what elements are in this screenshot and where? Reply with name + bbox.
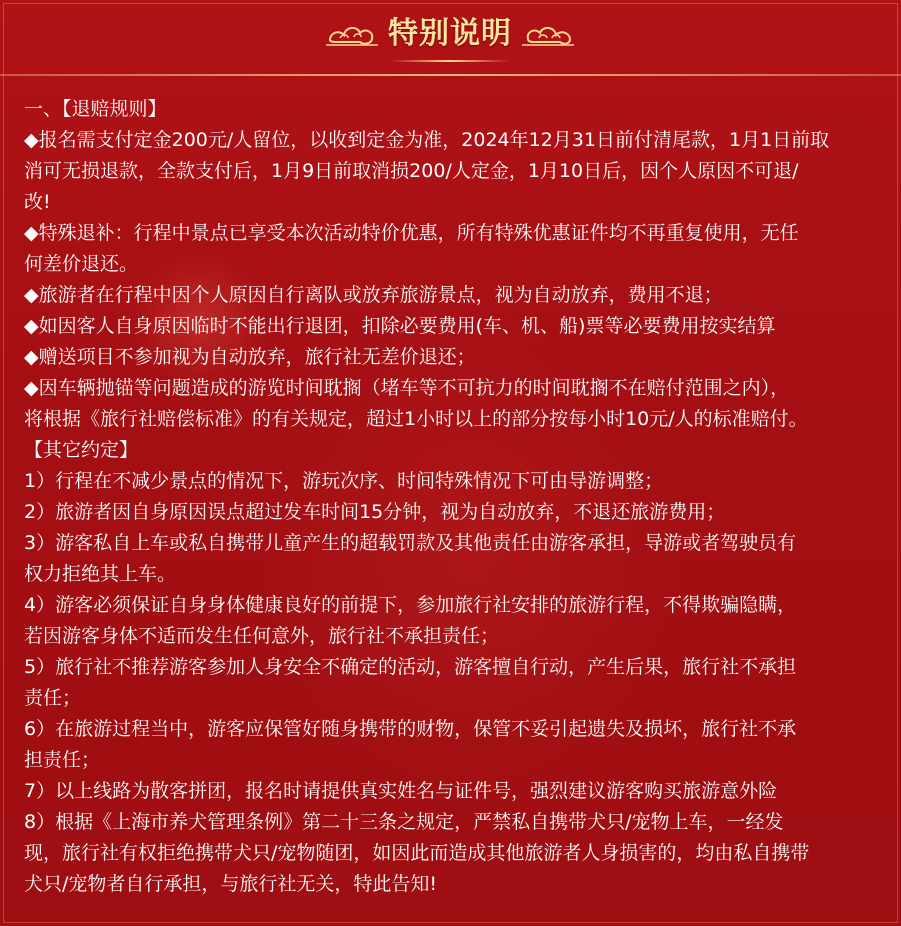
text-line: 1）行程在不减少景点的情况下，游玩次序、时间特殊情况下可由导游调整；: [24, 470, 664, 492]
text-line: 改!: [24, 191, 51, 213]
section-heading: 【其它约定】: [24, 439, 139, 461]
text-line: 7）以上线路为散客拼团，报名时请提供真实姓名与证件号，强烈建议游客购买旅游意外险: [24, 780, 778, 802]
text-line: ◆特殊退补：行程中景点已享受本次活动特价优惠，所有特殊优惠证件均不再重复使用，无任: [24, 222, 799, 244]
text-line: 责任；: [24, 687, 82, 709]
auspicious-cloud-icon: [326, 18, 378, 48]
text-line: ◆如因客人自身原因临时不能出行退团，扣除必要费用(车、机、船)票等必要费用按实结算: [24, 315, 776, 337]
text-line: 5）旅行社不推荐游客参加人身安全不确定的活动，游客擅自行动，产生后果，旅行社不承担: [24, 656, 797, 678]
text-line: 若因游客身体不适而发生任何意外，旅行社不承担责任；: [24, 625, 500, 647]
text-line: ◆旅游者在行程中因个人原因自行离队或放弃旅游景点，视为自动放弃，费用不退；: [24, 284, 723, 306]
section-heading: 一、【退赔规则】: [24, 98, 167, 120]
header-divider: [0, 74, 901, 76]
text-line: 将根据《旅行社赔偿标准》的有关规定，超过1小时以上的部分按每小时10元/人的标准赔付。: [24, 408, 808, 430]
title-underline: [390, 60, 510, 62]
text-line: 犬只/宠物者自行承担，与旅行社无关，特此告知!: [24, 873, 438, 895]
text-line: 现，旅行社有权拒绝携带犬只/宠物随团，如因此而造成其他旅游者人身损害的，均由私自携带: [24, 842, 810, 864]
text-line: 权力拒绝其上车。: [24, 563, 177, 585]
text-line: ◆赠送项目不参加视为自动放弃，旅行社无差价退还；: [24, 346, 476, 368]
text-line: 担责任；: [24, 749, 101, 771]
text-line: ◆报名需支付定金200元/人留位，以收到定金为准，2024年12月31日前付清尾款，1月1日前取: [24, 129, 830, 151]
notice-content: [24, 94, 884, 900]
header: [0, 0, 901, 78]
text-line: 6）在旅游过程当中，游客应保管好随身携带的财物，保管不妥引起遗失及损坏，旅行社不承: [24, 718, 797, 740]
text-line: 8）根据《上海市养犬管理条例》第二十三条之规定，严禁私自携带犬只/宠物上车，一经发: [24, 811, 784, 833]
auspicious-cloud-icon: [522, 18, 574, 48]
text-line: 2）旅游者因自身原因误点超过发车时间15分钟，视为自动放弃，不退还旅游费用；: [24, 501, 726, 523]
text-line: 何差价退还。: [24, 253, 139, 275]
text-line: ◆因车辆抛锚等问题造成的游览时间耽搁（堵车等不可抗力的时间耽搁不在赔付范围之内），: [24, 377, 790, 399]
text-line: 消可无损退款，全款支付后，1月9日前取消损200/人定金，1月10日后，因个人原因不可退/: [24, 160, 799, 182]
text-line: 3）游客私自上车或私自携带儿童产生的超载罚款及其他责任由游客承担，导游或者驾驶员有: [24, 532, 797, 554]
page-title: 特别说明: [388, 16, 512, 51]
text-line: 4）游客必须保证自身身体健康良好的前提下，参加旅行社安排的旅游行程，不得欺骗隐瞒，: [24, 594, 797, 616]
